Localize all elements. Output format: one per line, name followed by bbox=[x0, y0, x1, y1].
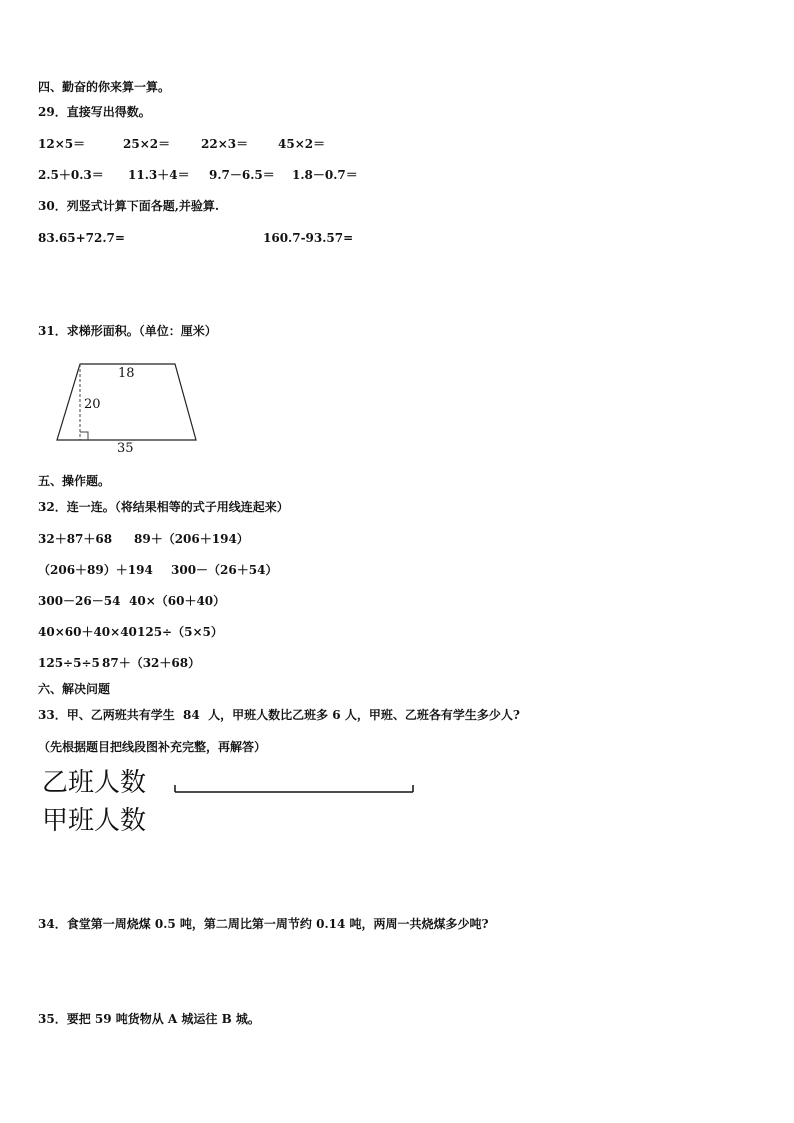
q32-right-expr: 89＋（206＋194） bbox=[134, 532, 249, 546]
q29-expr: 22×3＝ bbox=[201, 137, 249, 151]
q33-title: 33．甲、乙两班共有学生 84 人，甲班人数比乙班多 6 人，甲班、乙班各有学生多少人? bbox=[38, 708, 520, 722]
q30-right-expr: 160.7-93.57= bbox=[263, 231, 354, 245]
q32-right-expr: 40×（60＋40） bbox=[129, 594, 226, 608]
q32-left-expr: 125÷5÷5 bbox=[38, 656, 100, 670]
q32-left-expr: 40×60＋40×40 bbox=[38, 625, 137, 639]
trapezoid-top-label: 18 bbox=[118, 366, 135, 381]
q29-expr: 25×2＝ bbox=[123, 137, 171, 151]
q31-title: 31．求梯形面积。（单位：厘米） bbox=[38, 324, 217, 338]
q33-note: （先根据题目把线段图补充完整，再解答） bbox=[38, 740, 267, 754]
q29-expr: 2.5＋0.3＝ bbox=[38, 168, 104, 182]
q29-expr: 9.7－6.5＝ bbox=[209, 168, 275, 182]
q29-expr: 12×5＝ bbox=[38, 137, 86, 151]
q32-right-expr: 300－（26＋54） bbox=[171, 563, 278, 577]
segment-label-jia: 甲班人数 bbox=[42, 806, 147, 836]
q32-right-expr: 125÷（5×5） bbox=[137, 625, 223, 639]
q30-left-expr: 83.65+72.7= bbox=[38, 231, 125, 245]
q32-right-expr: 87＋（32＋68） bbox=[102, 656, 201, 670]
section-5-title: 五、操作题。 bbox=[38, 474, 111, 488]
section-6-title: 六、解决问题 bbox=[38, 682, 111, 696]
q29-expr: 11.3＋4＝ bbox=[128, 168, 190, 182]
q34-title: 34．食堂第一周烧煤 0.5 吨，第二周比第一周节约 0.14 吨，两周一共烧煤多少吨? bbox=[38, 917, 489, 931]
trapezoid-bottom-label: 35 bbox=[117, 441, 134, 456]
q35-title: 35．要把 59 吨货物从 A 城运往 B 城。 bbox=[38, 1012, 260, 1026]
q30-title: 30．列竖式计算下面各题,并验算. bbox=[38, 199, 220, 213]
q32-left-expr: 32＋87＋68 bbox=[38, 532, 113, 546]
q29-title: 29．直接写出得数。 bbox=[38, 105, 151, 119]
q32-left-expr: 300－26－54 bbox=[38, 594, 121, 608]
q32-left-expr: （206＋89）＋194 bbox=[38, 563, 153, 577]
q29-expr: 45×2＝ bbox=[278, 137, 326, 151]
section-4-title: 四、勤奋的你来算一算。 bbox=[38, 80, 171, 94]
trapezoid-height-label: 20 bbox=[84, 397, 101, 412]
q32-title: 32．连一连。（将结果相等的式子用线连起来） bbox=[38, 500, 289, 514]
q29-expr: 1.8－0.7＝ bbox=[292, 168, 358, 182]
segment-label-yi: 乙班人数 bbox=[42, 768, 147, 798]
